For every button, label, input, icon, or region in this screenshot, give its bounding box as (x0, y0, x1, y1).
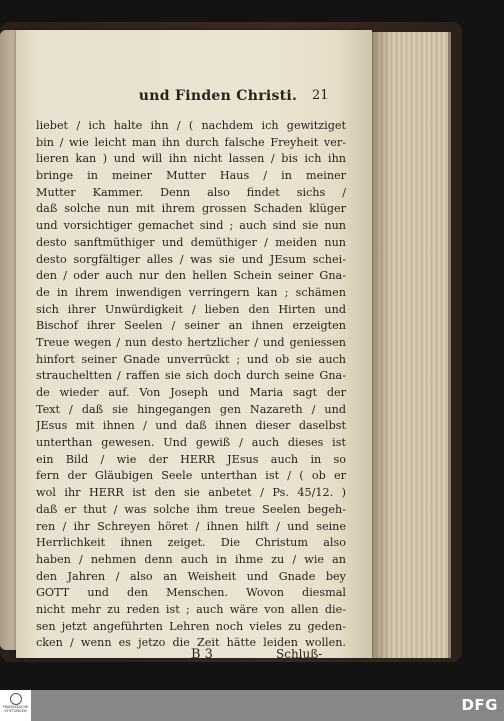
text-line: JEsus mit ihnen / und daß ihnen dieser daselbst (36, 419, 346, 433)
text-line: lieren kan ) und will ihn nicht lassen / bis ich ihn (36, 152, 346, 166)
text-line: Herrlichkeit ihnen zeiget. Die Christum also (36, 536, 346, 550)
text-line: daß er thut / was solche ihm treue Seelen begeh- (36, 502, 346, 516)
text-line: nicht mehr zu reden ist ; auch wäre von allen die- (36, 602, 346, 616)
book-page (16, 30, 372, 662)
page-number: 21 (312, 88, 329, 103)
text-line: de in ihrem inwendigen verringern kan ; schämen (36, 285, 346, 299)
text-line: desto sorgfältiger alles / was sie und JEsum schei- (36, 252, 346, 266)
text-line: straucheltten / raffen sie sich doch durch seine Gna- (36, 369, 346, 383)
text-line: Bischof ihrer Seelen / seiner an ihnen erzeigten (36, 319, 346, 333)
text-line: und vorsichtiger gemachet sind ; auch sind sie nun (36, 219, 346, 233)
viewer-footer-bar (0, 690, 504, 721)
text-line: ein Bild / wie der HERR JEsus auch in so (36, 452, 346, 466)
body-text (36, 118, 346, 652)
text-line: Text / daß sie hingegangen gen Nazareth / und (36, 402, 346, 416)
text-line: de wieder auf. Von Joseph und Maria sagt der (36, 386, 346, 399)
text-line: unterthan gewesen. Und gewiß / auch dieses ist (36, 436, 346, 450)
text-line: Treue wegen / nun desto hertzlicher / und geniessen (36, 335, 346, 349)
text-line: liebet / ich halte ihn / ( nachdem ich gewitziget (36, 119, 346, 132)
franckesche-stiftungen-logo (0, 690, 31, 721)
catchword: Schluß- (276, 647, 323, 661)
text-line: desto sanftmüthiger und demüthiger / meiden nun (36, 235, 346, 249)
text-line: sen jetzt angeführten Lehren noch vieles zu geden- (36, 619, 346, 633)
logo-text: FRANCKESCHE STIFTUNGEN (2, 705, 29, 713)
text-line: fern der Gläubigen Seele unterthan ist / ( ob er (36, 469, 346, 483)
text-line: daß solche nun mit ihrem grossen Schaden klüger (36, 202, 346, 216)
text-line: hinfort seiner Gnade unverrückt ; und ob sie auch (36, 352, 346, 366)
text-line: bringe in meiner Mutter Haus / in meiner (36, 169, 346, 183)
text-line: Mutter Kammer. Denn also findet sichs / (36, 185, 346, 199)
text-line: sich ihrer Unwürdigkeit / lieben den Hirten und (36, 302, 346, 316)
dfg-logo: DFG (461, 696, 498, 714)
text-line: haben / nehmen denn auch in ihme zu / wie an (36, 552, 346, 566)
text-line: cken / wenn es jetzo die Zeit hätte leiden wollen. (36, 636, 346, 650)
text-line: wol ihr HERR ist den sie anbetet / Ps. 45/12. ) (36, 486, 346, 500)
text-line: ren / ihr Schreyen höret / ihnen hilft / und seine (36, 519, 346, 533)
text-line: GOTT und den Menschen. Wovon diesmal (36, 586, 346, 600)
signature-mark: B 3 (191, 647, 213, 662)
text-line: den / oder auch nur den hellen Schein seiner Gna- (36, 269, 346, 283)
text-line: den Jahren / also an Weisheit und Gnade bey (36, 569, 346, 583)
text-line: bin / wie leicht man ihn durch falsche Freyheit ver- (36, 135, 346, 149)
seal-icon (10, 693, 22, 705)
running-header: und Finden Christi. (138, 88, 298, 104)
